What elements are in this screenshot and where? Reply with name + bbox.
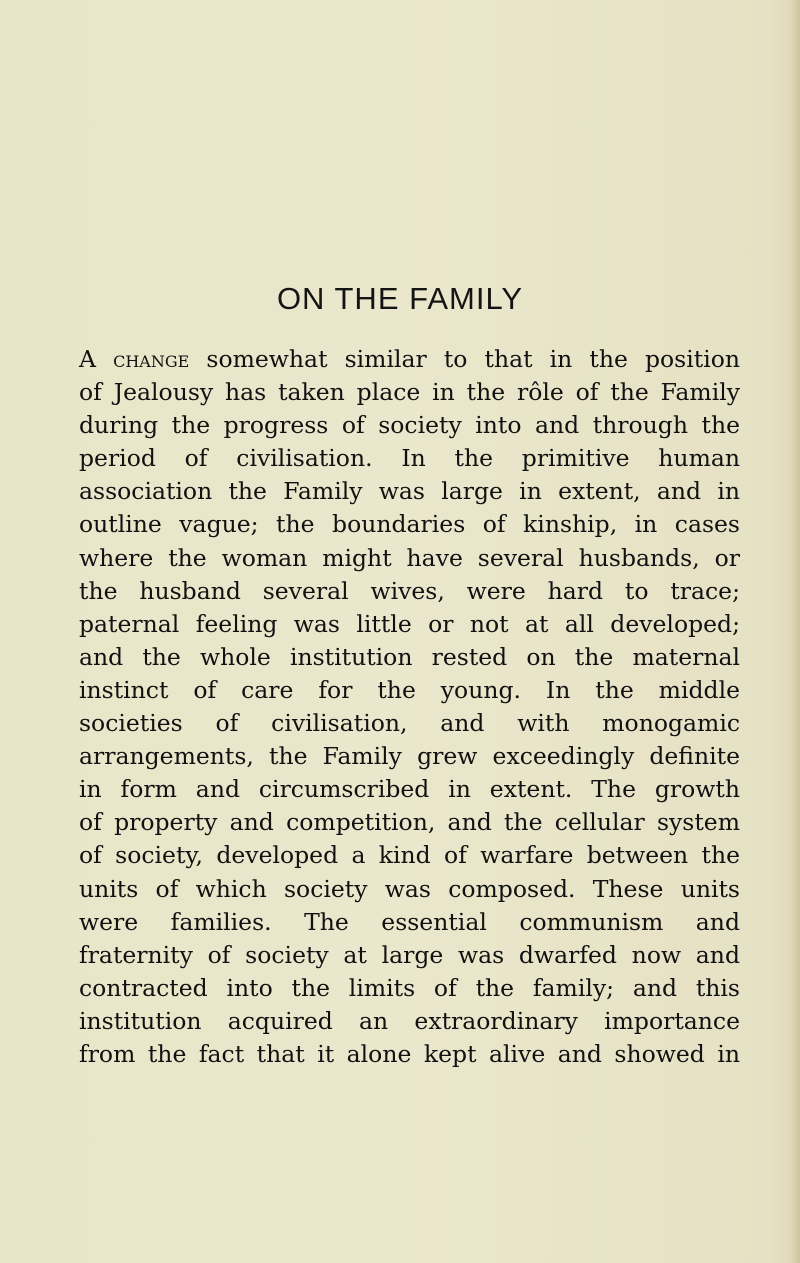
page-edge-shadow — [790, 0, 800, 1263]
first-line-rest: somewhat similar to that in the position — [189, 345, 740, 373]
text-line: the husband several wives, were hard to trace; — [79, 576, 740, 605]
text-line: paternal feeling was little or not at all developed; — [79, 609, 740, 638]
opening-word: A — [79, 345, 96, 373]
text-line: were families. The essential communism and — [79, 907, 740, 936]
text-line: contracted into the limits of the family; and this — [79, 973, 740, 1002]
chapter-title: ON THE FAMILY — [276, 281, 524, 316]
text-line: of Jealousy has taken place in the rôle of the Family — [79, 378, 740, 407]
text-line: arrangements, the Family grew exceedingly definite — [79, 742, 740, 771]
text-line: during the progress of society into and through the — [79, 411, 740, 440]
text-line — [79, 343, 740, 376]
text-line: instinct of care for the young. In the middle — [79, 675, 740, 704]
text-line: of society, developed a kind of warfare between the — [79, 841, 740, 870]
text-line: societies of civilisation, and with monogamic — [79, 709, 740, 738]
text-line: where the woman might have several husbands, or — [79, 543, 740, 572]
text-line: outline vague; the boundaries of kinship, in cases — [79, 510, 740, 539]
opening-small-caps: change — [113, 345, 190, 373]
text-line: from the fact that it alone kept alive and showed in — [79, 1039, 740, 1068]
text-line: association the Family was large in extent, and in — [79, 477, 740, 506]
text-line: institution acquired an extraordinary importance — [79, 1006, 740, 1035]
text-line: period of civilisation. In the primitive human — [79, 444, 740, 473]
text-line: units of which society was composed. These units — [79, 874, 740, 903]
text-line: and the whole institution rested on the maternal — [79, 642, 740, 671]
body-paragraph — [79, 343, 740, 1071]
text-line: of property and competition, and the cellular system — [79, 808, 740, 837]
text-line: in form and circumscribed in extent. The growth — [79, 775, 740, 804]
text-line: fraternity of society at large was dwarfed now and — [79, 940, 740, 969]
